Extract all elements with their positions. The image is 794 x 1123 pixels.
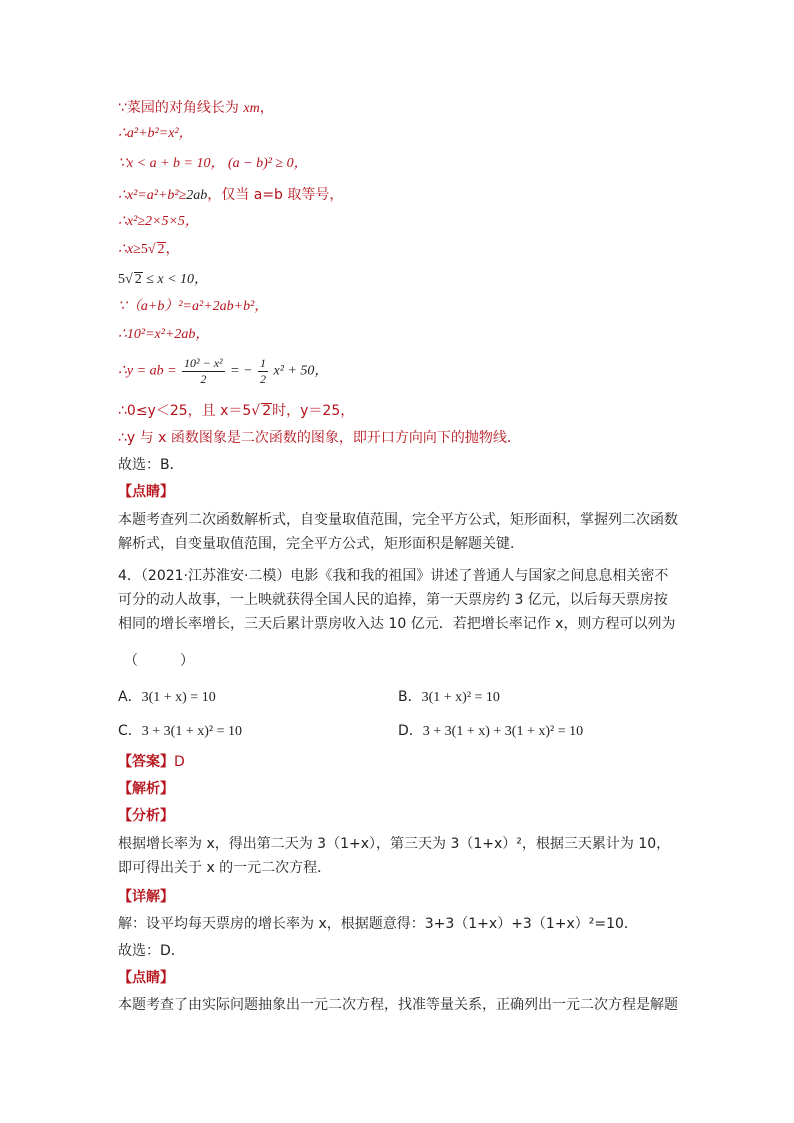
question-4: 4．（2021·江苏淮安·二模）电影《我和我的祖国》讲述了普通人与国家之间息息相关密不可分的动人故事，一上映就获得全国人民的追捧，第一天票房约 3 亿元，以后每天票房按相同的增长率增长，三天后累计票房收入达 10 亿元．若把增长率记作 x，则方程可以列为 <box>118 568 676 632</box>
math: ∴x²=a²+b²≥ <box>118 188 187 203</box>
sqrt: 2 <box>262 403 272 419</box>
line-choose-b: 故选：B． <box>118 457 184 473</box>
option-text: 3 + 3(1 + x) + 3(1 + x)² = 10 <box>422 724 584 739</box>
answer-value: D <box>174 754 185 770</box>
option-text: 3 + 3(1 + x)² = 10 <box>141 724 242 739</box>
sqrt: 2 <box>157 242 165 257</box>
answer-label: 【答案】 <box>118 754 174 770</box>
line-x-square: ∴x²≥2×5×5， <box>118 214 199 229</box>
xiangjie-text: 解：设平均每天票房的增长率为 x，根据题意得：3+3（1+x）+3（1+x）²=10． <box>118 916 638 932</box>
section-jiexi: 【解析】 <box>118 781 174 797</box>
denominator: 2 <box>260 372 267 386</box>
option-label: C． <box>118 723 142 739</box>
denominator: 2 <box>200 372 207 386</box>
text: ， <box>259 100 274 116</box>
math: 5 <box>140 242 148 257</box>
line-inequality <box>118 185 343 206</box>
option-d <box>398 721 583 742</box>
math: 5 <box>118 272 125 287</box>
fenxi-text: 根据增长率为 x，得出第二天为 3（1+x），第三天为 3（1+x）²，根据三天累计为 10，即可得出关于 x 的一元二次方程． <box>118 836 671 876</box>
text: ，仅当 a=b 取等号， <box>207 187 344 203</box>
math: x² + 50， <box>273 363 329 379</box>
math: ， <box>165 242 180 257</box>
answer <box>118 752 185 772</box>
question-4-paren: （ ） <box>124 653 194 669</box>
numerator: 10² − x² <box>184 356 223 370</box>
line-choose-d: 故选：D． <box>118 943 185 959</box>
math: ≤ x < 10， <box>142 272 209 287</box>
line-diagonal <box>118 98 274 119</box>
fraction <box>182 356 225 387</box>
numerator: 1 <box>260 356 267 370</box>
option-b <box>398 687 500 708</box>
option-label: D． <box>398 723 423 739</box>
math: ∴y = ab = <box>118 363 177 379</box>
option-text: 3(1 + x)² = 10 <box>421 690 500 705</box>
line-hundred: ∴10²=x²+2ab， <box>118 327 210 342</box>
section-fenxi: 【分析】 <box>118 808 174 824</box>
line-range: 5√ 2 ≤ x < 10， <box>118 272 209 287</box>
text: ∵菜园的对角线长为 <box>118 100 244 116</box>
option-a <box>118 687 216 708</box>
section-dianjing-2: 【点睛】 <box>118 970 174 986</box>
sqrt: 2 <box>134 272 142 287</box>
dianjing-2-text: 本题考查了由实际问题抽象出一元二次方程，找准等量关系，正确列出一元二次方程是解题 <box>118 997 678 1013</box>
line-parabola: ∴y 与 x 函数图象是二次函数的图象，即开口方向向下的抛物线． <box>118 430 521 446</box>
option-c <box>118 721 242 742</box>
math: = − <box>230 363 253 379</box>
line-y-range: ∴0≤y＜25，且 x＝5√ 2时，y＝25， <box>118 403 355 419</box>
text: 时，y＝25， <box>272 403 355 419</box>
math: ∴x≥ <box>118 242 141 257</box>
line-y-formula <box>118 356 328 387</box>
option-label: B． <box>398 689 422 705</box>
line-condition: ∵x < a + b = 10， (a − b)² ≥ 0， <box>118 156 308 171</box>
section-xiangjie: 【详解】 <box>118 889 174 905</box>
math: 2ab <box>186 188 208 203</box>
line-x-bound: ∴x≥5√ 2， <box>118 242 180 257</box>
fraction <box>258 356 268 387</box>
line-square-expand: ∵（a+b）²=a²+2ab+b²， <box>118 299 269 314</box>
option-text: 3(1 + x) = 10 <box>141 690 216 705</box>
math-var: xm <box>243 101 260 116</box>
section-dianjing-1: 【点睛】 <box>118 484 174 500</box>
dianjing-1-text: 本题考查列二次函数解析式，自变量取值范围，完全平方公式，矩形面积，掌握列二次函数解析式，自变量取值范围，完全平方公式，矩形面积是解题关键． <box>118 512 678 552</box>
line-pythagoras: ∴a²+b²=x²， <box>118 126 193 141</box>
text: ∴0≤y＜25，且 x＝5 <box>118 403 252 419</box>
option-label: A． <box>118 689 142 705</box>
